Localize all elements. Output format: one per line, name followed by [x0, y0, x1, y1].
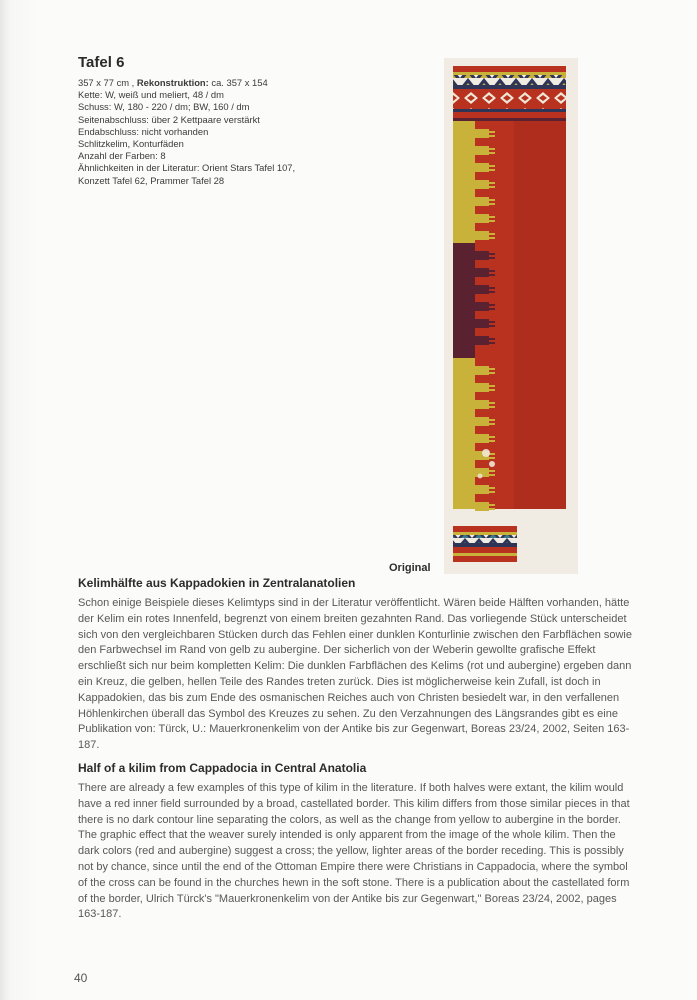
spec-line: Konzett Tafel 62, Prammer Tafel 28 [78, 174, 225, 186]
border-tooth-tip [489, 419, 495, 421]
border-tooth-tip [489, 402, 495, 404]
border-tooth-tip [489, 436, 495, 438]
border-tooth [475, 302, 489, 311]
border-tooth [475, 417, 489, 426]
plate-header [78, 54, 418, 187]
border-tooth-tip [489, 504, 495, 506]
spec-line: Anzahl der Farben: 8 [78, 150, 166, 162]
border-tooth-tip [489, 203, 495, 205]
kilim-illustration [444, 58, 578, 574]
border-tooth-tip [489, 457, 495, 459]
border-tooth-tip [489, 274, 495, 276]
border-tooth-tip [489, 135, 495, 137]
english-heading: Half of a kilim from Cappadocia in Central Anatolia [78, 760, 367, 775]
border-tooth-tip [489, 287, 495, 289]
border-tooth [475, 180, 489, 189]
border-band [453, 121, 475, 243]
border-tooth-tip [489, 148, 495, 150]
border-tooth-tip [489, 199, 495, 201]
plate-specs [78, 77, 418, 187]
border-tooth-tip [489, 182, 495, 184]
border-tooth [475, 485, 489, 494]
border-tooth-tip [489, 152, 495, 154]
border-tooth-tip [489, 368, 495, 370]
border-tooth [475, 434, 489, 443]
border-tooth [475, 285, 489, 294]
border-tooth-tip [489, 487, 495, 489]
border-tooth-tip [489, 342, 495, 344]
spec-line: Seitenabschluss: über 2 Kettpaare verstärkt [78, 113, 260, 125]
border-tooth-tip [489, 338, 495, 340]
border-tooth-tip [489, 131, 495, 133]
border-tooth-tip [489, 470, 495, 472]
page-number: 40 [74, 971, 88, 985]
border-tooth-tip [489, 508, 495, 510]
border-tooth-tip [489, 186, 495, 188]
border-tooth [475, 383, 489, 392]
border-tooth-tip [489, 389, 495, 391]
figure-label: Original [389, 562, 431, 574]
border-tooth-tip [489, 423, 495, 425]
english-paragraph: There are already a few examples of this type of kilim in the literature. If both halves were extant, the kilim would have a red inner field surrounded by a broad, castellated border. This kilim differs from those similar pieces in that there is no dark contour line separating the colors, as well as the change from yellow to aubergine in the border. The graphic effect that the weaver surely intended is only apparent from the image of the whole kilim. Then the dark colors (red and aubergine) suggest a cross; the yellow, lighter areas of the border receding. This is possibly not by chance, since until the end of the Ottoman Empire there were Christians in Cappadocia, where the symbol of the cross can be found in the churches hewn in the soft stone. There is a publication about the castellated form of the border, Ulrich Türck's "Mauerkronenkelim von der Antike bis zur Gegenwart," Boreas 23/24, 2002, pages 163-187. [78, 781, 630, 921]
border-tooth [475, 129, 489, 138]
border-tooth-tip [489, 406, 495, 408]
german-heading: Kelimhälfte aus Kappadokien in Zentralanatolien [78, 576, 356, 590]
border-tooth [475, 163, 489, 172]
border-tooth-tip [489, 321, 495, 323]
border-tooth-tip [489, 291, 495, 293]
spec-line: Schuss: W, 180 - 220 / dm; BW, 160 / dm [78, 101, 250, 113]
kilim-top-border [453, 66, 566, 121]
spec-line: Ähnlichkeiten in der Literatur: Orient Stars Tafel 107, [78, 162, 296, 174]
border-tooth-tip [489, 440, 495, 442]
border-tooth-tip [489, 257, 495, 259]
spec-reconstruction-value: ca. 357 x 154 [211, 77, 268, 88]
border-tooth [475, 319, 489, 328]
plate-title: Tafel 6 [78, 54, 125, 71]
border-tooth [475, 251, 489, 260]
border-tooth [475, 231, 489, 240]
border-tooth-tip [489, 372, 495, 374]
spec-line: Endabschluss: nicht vorhanden [78, 125, 209, 137]
spec-line: Schlitzkelim, Konturfäden [78, 138, 184, 150]
border-tooth-tip [489, 165, 495, 167]
border-tooth-tip [489, 474, 495, 476]
spec-dimensions: 357 x 77 cm , [78, 77, 135, 88]
border-tooth [475, 366, 489, 375]
border-tooth-tip [489, 308, 495, 310]
border-tooth-tip [489, 385, 495, 387]
border-tooth [475, 197, 489, 206]
border-tooth-tip [489, 237, 495, 239]
border-tooth [475, 268, 489, 277]
border-tooth [475, 502, 489, 511]
border-band [453, 358, 475, 509]
kilim-photo [444, 58, 578, 574]
border-tooth [475, 214, 489, 223]
kilim-bottom-fragment [453, 526, 517, 562]
border-tooth-tip [489, 220, 495, 222]
german-paragraph: Schon einige Beispiele dieses Kelimtyps sind in der Literatur veröffentlicht. Wären beide Hälften vorhanden, hätte der Kelim ein rotes Innenfeld, begrenzt von einem breiten gezahnten Rand. Das vorliegende Stück unterscheidet sich von den vergleichbaren Stücken durch das Fehlen einer dunklen Konturlinie zwischen den Farbflächen sowie den Farbwechsel im Rand von gelb zu aubergine. Der sicherlich von der Weberin gewollte grafische Effekt erschließt sich nur beim kompletten Kelim: Die dunklen Farbflächen des Kelims (rot und aubergine) ergeben dann ein Kreuz, die gelben, hellen Teile des Randes treten zurück. Dies ist möglicherweise kein Zufall, ist doch in Kappadokien, das bis zum Ende des osmanischen Reiches auch von Christen besiedelt war, in den verfallenen Höhlenkirchen überall das Symbol des Kreuzes zu sehen. Zu den Verzahnungen des Längsrandes gibt es eine Publikation von: Türck, U.: Mauerkronenkelim von der Antike bis zur Gegenwart, Boreas 23/24, 2002, Seiten 163-187. [78, 597, 632, 752]
border-tooth-tip [489, 216, 495, 218]
border-tooth-tip [489, 304, 495, 306]
border-tooth [475, 146, 489, 155]
spec-dimensions-line [78, 77, 418, 89]
border-tooth [475, 400, 489, 409]
border-tooth-tip [489, 491, 495, 493]
article-body [78, 576, 638, 930]
border-tooth-tip [489, 325, 495, 327]
border-tooth-tip [489, 233, 495, 235]
border-tooth-tip [489, 169, 495, 171]
border-tooth-tip [489, 270, 495, 272]
border-tooth-tip [489, 253, 495, 255]
spec-line: Kette: W, weiß und meliert, 48 / dm [78, 89, 224, 101]
spec-reconstruction-label: Rekonstruktion: [136, 77, 209, 88]
border-band [453, 243, 475, 358]
border-tooth [475, 336, 489, 345]
